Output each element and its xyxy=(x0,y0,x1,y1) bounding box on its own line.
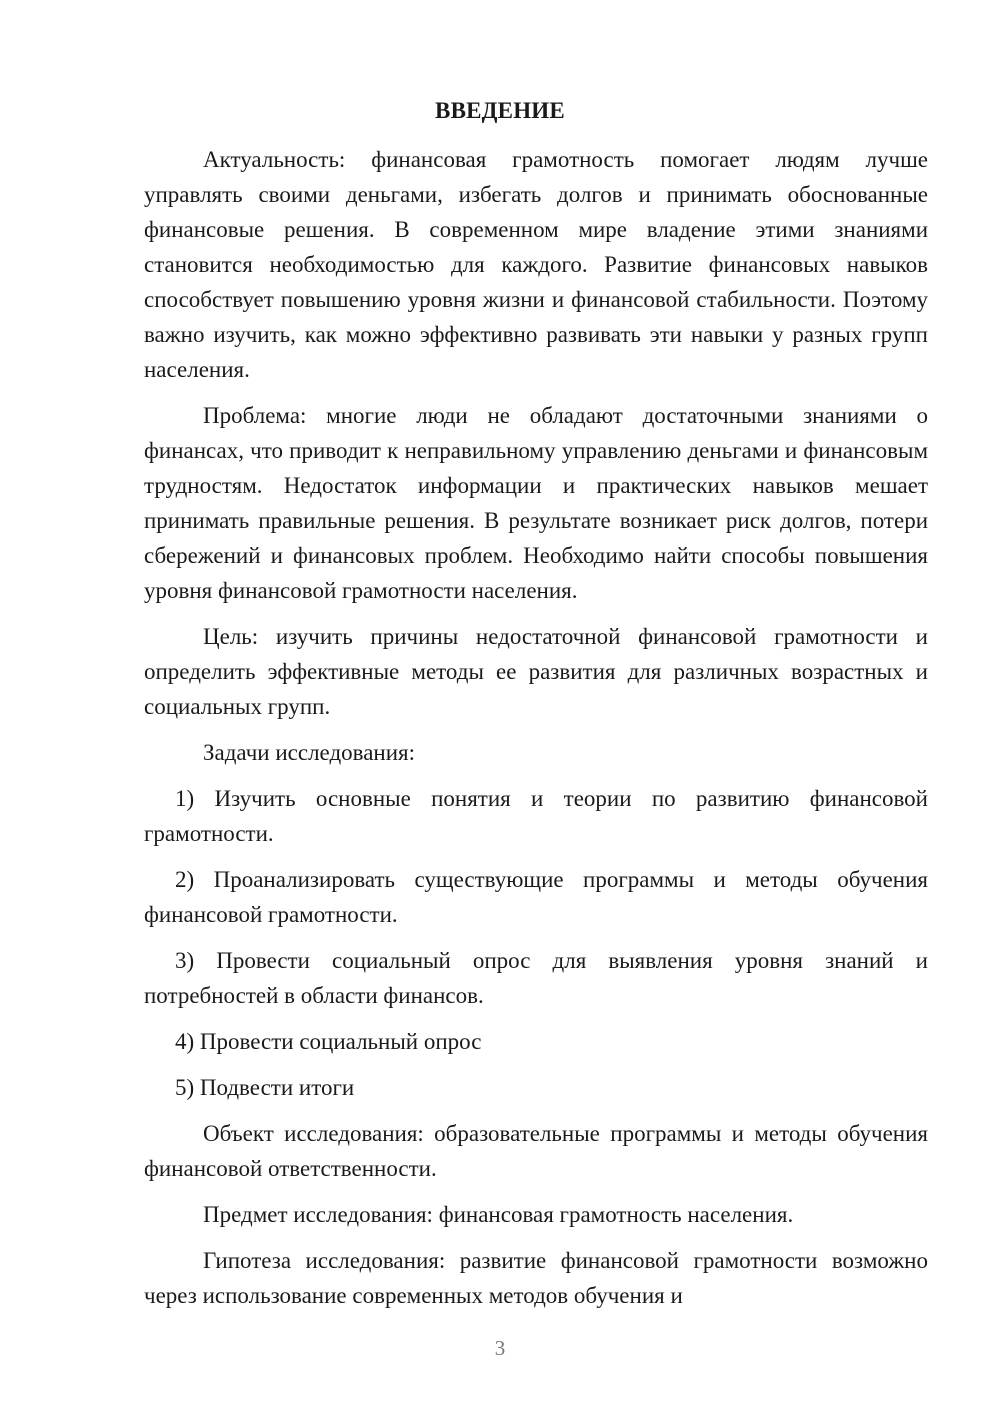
task-item-1: 1) Изучить основные понятия и теории по развитию финансовой грамотности. xyxy=(144,786,928,846)
task-item-4: 4) Провести социальный опрос xyxy=(175,1029,482,1054)
paragraph-goal: Цель: изучить причины недостаточной финансовой грамотности и определить эффективные методы ее развития для различных возрастных и социальных групп. xyxy=(144,624,928,719)
task-item-5: 5) Подвести итоги xyxy=(175,1075,355,1100)
paragraph-object: Объект исследования: образовательные программы и методы обучения финансовой ответственности. xyxy=(144,1121,928,1181)
section-title: ВВЕДЕНИЕ xyxy=(435,98,565,123)
paragraph-relevance: Актуальность: финансовая грамотность помогает людям лучше управлять своими деньгами, избегать долгов и принимать обоснованные финансовые решения. В современном мире владение этими знаниями становится необходимостью для каждого. Развитие финансовых навыков способствует повышению уровня жизни и финансовой стабильности. Поэтому важно изучить, как можно эффективно развивать эти навыки у разных групп населения. xyxy=(144,147,928,382)
paragraph-hypothesis: Гипотеза исследования: развитие финансовой грамотности возможно через использование современных методов обучения и xyxy=(144,1248,928,1308)
task-item-3: 3) Провести социальный опрос для выявления уровня знаний и потребностей в области финансов. xyxy=(144,948,928,1008)
paragraph-tasks-heading: Задачи исследования: xyxy=(203,740,416,765)
task-item-2: 2) Проанализировать существующие программы и методы обучения финансовой грамотности. xyxy=(144,867,928,927)
paragraph-subject: Предмет исследования: финансовая грамотность населения. xyxy=(203,1202,794,1227)
page-number: 3 xyxy=(494,1336,506,1360)
document-body xyxy=(144,142,928,1324)
paragraph-problem: Проблема: многие люди не обладают достаточными знаниями о финансах, что приводит к неправильному управлению деньгами и финансовым трудностям. Недостаток информации и практических навыков мешает принимать правильные решения. В результате возникает риск долгов, потери сбережений и финансовых проблем. Необходимо найти способы повышения уровня финансовой грамотности населения. xyxy=(144,403,928,603)
